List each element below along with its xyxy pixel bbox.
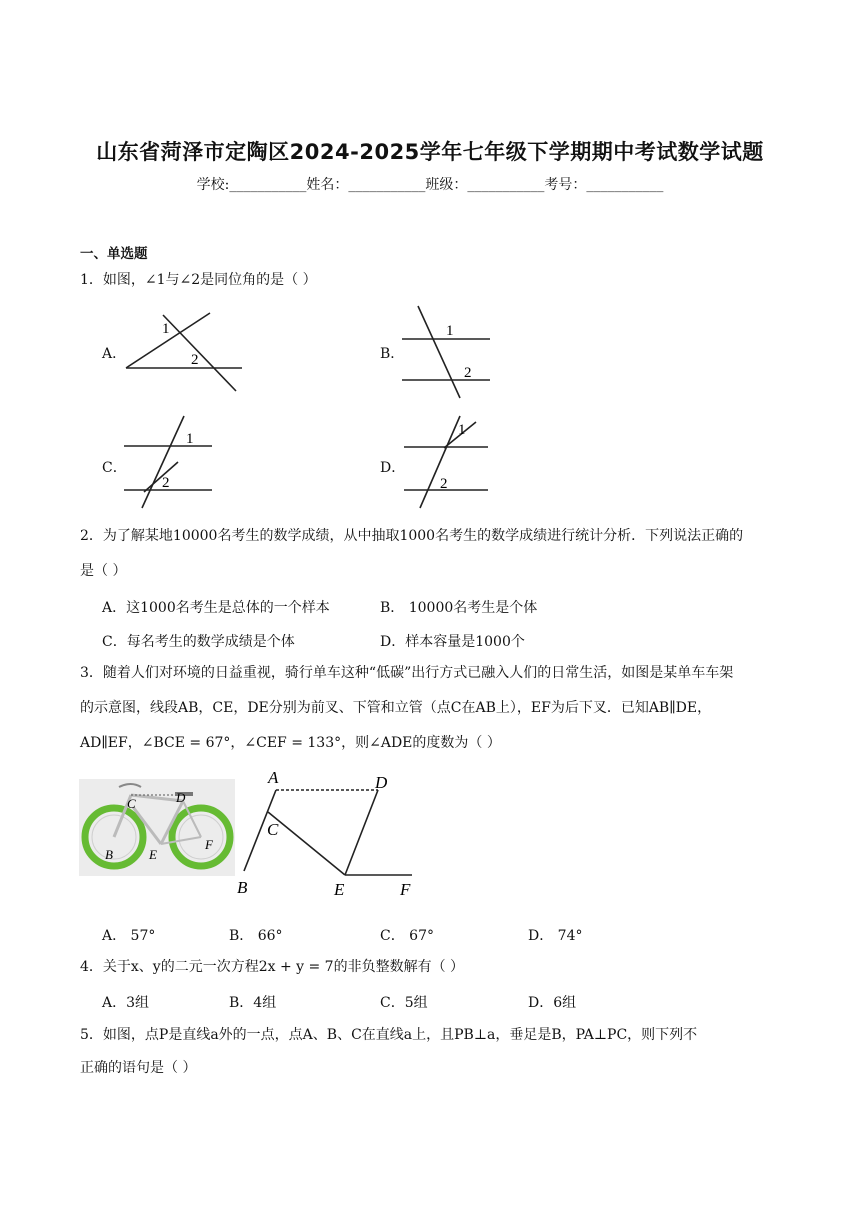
q5-stem-line1: 5．如图，点P是直线a外的一点，点A、B、C在直线a上，且PB⊥a，垂足是B，PA⊥PC，则下列不 (80, 1027, 698, 1043)
q1c-label-2: 2 (162, 475, 170, 491)
q2-stem-line2: 是（ ） (80, 563, 127, 579)
schematic-label-b: B (237, 878, 248, 897)
photo-label-e: E (149, 847, 157, 862)
frame-schematic (232, 768, 422, 900)
q1a-label-1: 1 (162, 321, 170, 337)
q4-stem: 4．关于x、y的二元一次方程2x + y = 7的非负整数解有（ ） (80, 959, 465, 975)
q2-option-c: C．每名考生的数学成绩是个体 (102, 634, 295, 650)
schematic-label-e: E (334, 880, 345, 899)
schematic-label-f: F (400, 880, 411, 899)
q1c-label-1: 1 (186, 431, 194, 447)
q1b-label-1: 1 (446, 323, 454, 339)
q1b-label-2: 2 (464, 365, 472, 381)
q1-stem: 1．如图，∠1与∠2是同位角的是（ ） (80, 272, 317, 288)
q3-stem-line3: AD∥EF，∠BCE = 67°，∠CEF = 133°，则∠ADE的度数为（ ） (80, 735, 501, 751)
q1-figure-d (400, 412, 495, 512)
q2-stem-line1: 2．为了解某地10000名考生的数学成绩，从中抽取1000名考生的数学成绩进行统计分析．下列说法正确的 (80, 528, 744, 544)
student-info-line: 学校:___________姓名：___________班级：___________考号：___________ (196, 177, 664, 193)
q1a-label-2: 2 (191, 352, 199, 368)
schematic-label-a: A (268, 768, 279, 787)
q2-option-d: D．样本容量是1000个 (380, 634, 525, 650)
q3-option-b: B． 66° (229, 928, 283, 944)
schematic-label-c: C (267, 820, 279, 839)
q3-stem-line1: 3．随着人们对环境的日益重视，骑行单车这种“低碳”出行方式已融入人们的日常生活，如图是某单车车架 (80, 665, 734, 681)
page-title: 山东省菏泽市定陶区2024-2025学年七年级下学期期中考试数学试题 (96, 140, 764, 164)
q1-figure-b (400, 302, 495, 400)
q3-option-c: C． 67° (380, 928, 434, 944)
q1-option-a-label: A． (102, 346, 127, 362)
q1-figure-c (118, 412, 218, 512)
q2-option-b: B． 10000名考生是个体 (380, 600, 538, 616)
section-heading: 一、单选题 (80, 246, 148, 262)
q1d-label-2: 2 (440, 476, 448, 492)
q4-option-c: C．5组 (380, 995, 428, 1011)
photo-label-f: F (205, 837, 213, 852)
q1-option-d-label: D． (380, 460, 406, 476)
photo-label-b: B (105, 847, 113, 862)
q5-stem-line2: 正确的语句是（ ） (80, 1060, 197, 1076)
q1d-label-1: 1 (458, 422, 466, 438)
q1-figure-a (118, 305, 248, 395)
q3-stem-line2: 的示意图，线段AB，CE，DE分别为前叉、下管和立管（点C在AB上），EF为后下叉．已知AB∥DE， (80, 700, 712, 716)
bicycle-photo (79, 779, 235, 876)
q2-option-a: A．这1000名考生是总体的一个样本 (102, 600, 330, 616)
photo-label-c: C (127, 796, 136, 811)
photo-label-d: D (176, 790, 186, 805)
q4-option-a: A．3组 (102, 995, 150, 1011)
q3-option-a: A． 57° (102, 928, 156, 944)
q3-option-d: D． 74° (528, 928, 583, 944)
q4-option-d: D．6组 (528, 995, 577, 1011)
q1-option-b-label: B． (380, 346, 405, 362)
q1-option-c-label: C． (102, 460, 127, 476)
schematic-label-d: D (375, 773, 388, 792)
q4-option-b: B．4组 (229, 995, 277, 1011)
